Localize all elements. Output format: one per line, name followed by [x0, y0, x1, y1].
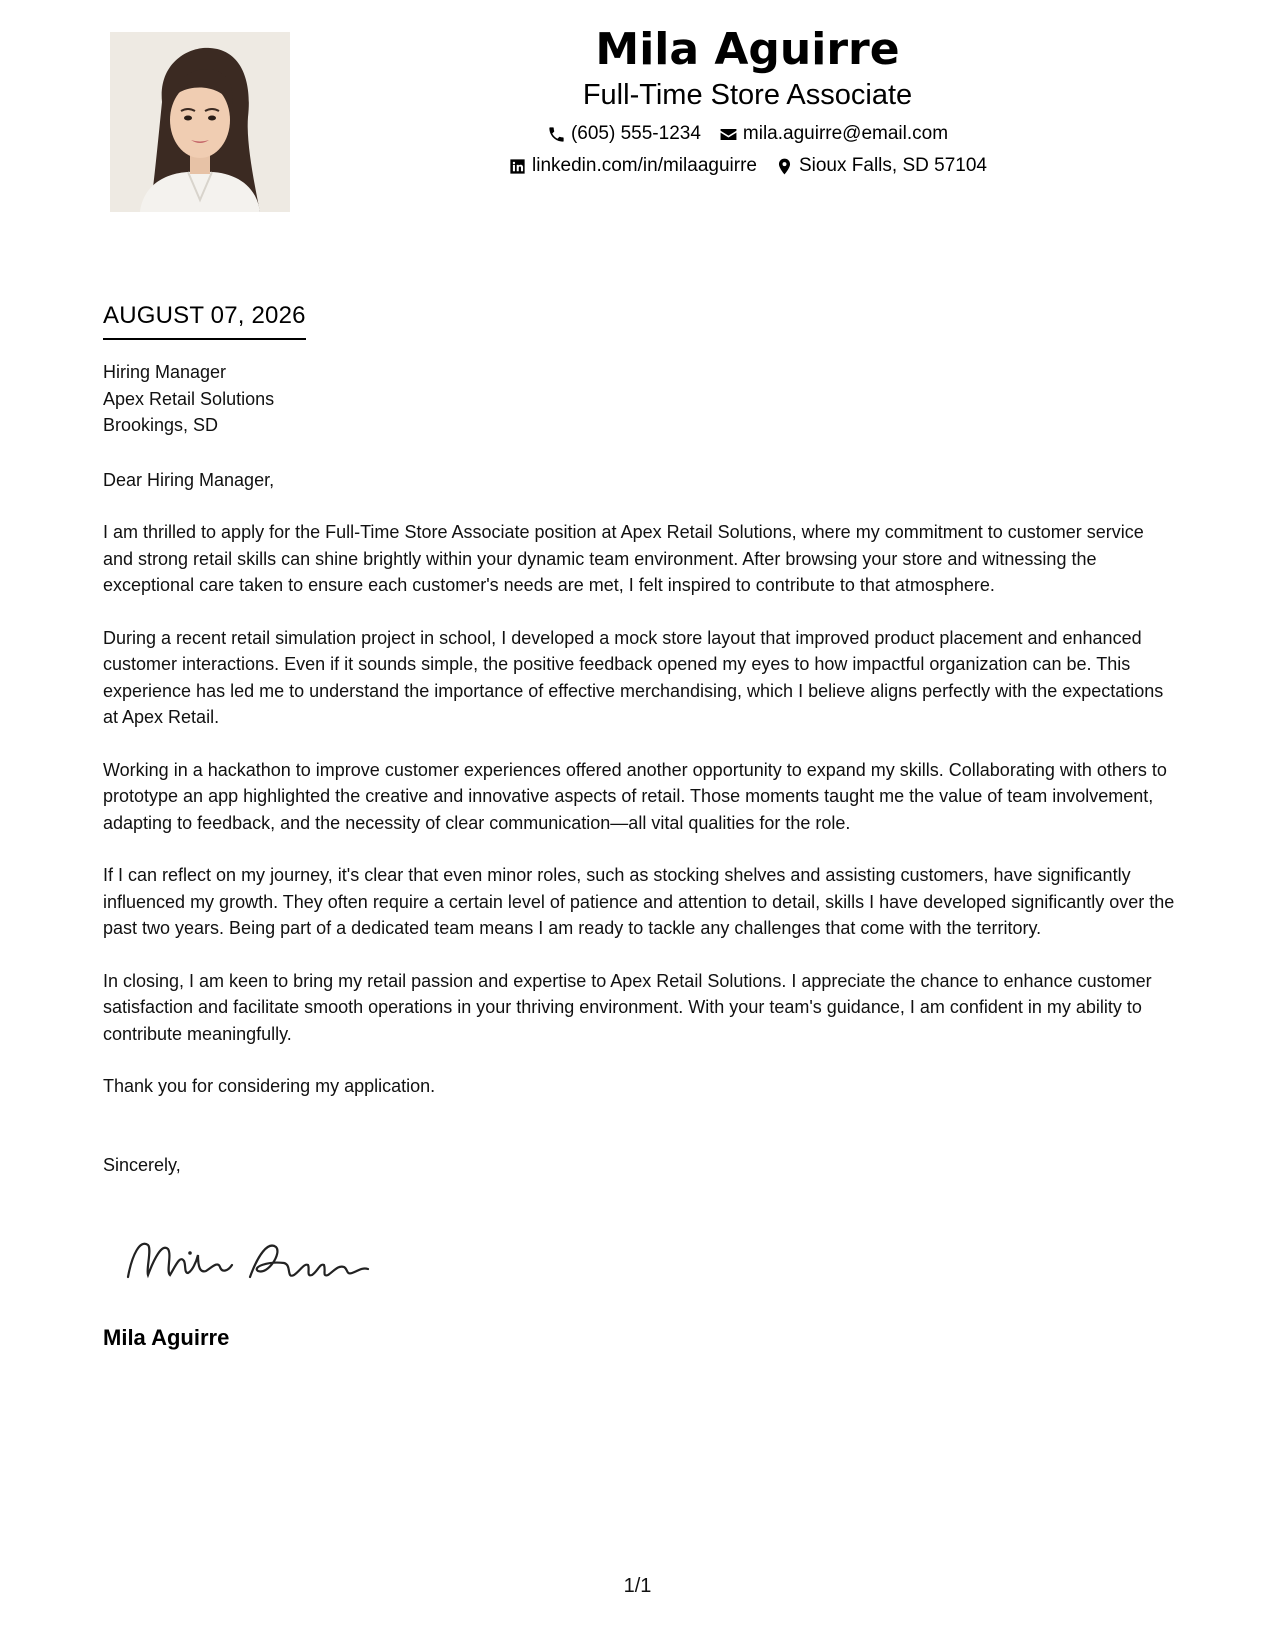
linkedin-text: linkedin.com/in/milaaguirre	[532, 155, 757, 176]
contact-email[interactable]	[719, 122, 948, 146]
recipient-line: Hiring Manager	[103, 362, 227, 382]
paragraph: Working in a hackathon to improve customer experiences offered another opportunity to expand my skills. Collaborating with others to prototype an app highlighted the creative and innovative aspects of retail. Those moments taught me the value of team involvement, adapting to feedback, and the necessity of clear communication—all vital qualities for the role.	[103, 759, 1167, 833]
greeting: Dear Hiring Manager,	[103, 469, 275, 490]
recipient-block	[103, 359, 1178, 439]
phone-text: (605) 555-1234	[570, 123, 701, 144]
contact-row-2	[290, 154, 1205, 178]
email-text: mila.aguirre@email.com	[742, 123, 949, 144]
paragraph: In closing, I am keen to bring my retail passion and expertise to Apex Retail Solutions. I appreciate the chance to enhance customer satisfaction and facilitate smooth operations in your thriving environment. With your team's guidance, I am confident in my ability to contribute meaningfully.	[103, 970, 1152, 1044]
job-title: Full-Time Store Associate	[582, 79, 913, 111]
contact-phone	[547, 122, 701, 146]
recipient-line: Apex Retail Solutions	[103, 388, 275, 409]
letter-date: AUGUST 07, 2026	[103, 300, 306, 340]
paragraph: If I can reflect on my journey, it's clear that even minor roles, such as stocking shelves and assisting customers, have significantly influenced my growth. They often require a certain level of patience and attention to detail, skills I have developed significantly over the past two years. Being part of a dedicated team means I am ready to tackle any challenges that come with the territory.	[103, 865, 1175, 938]
applicant-name: Mila Aguirre	[595, 24, 900, 75]
linkedin-icon	[508, 157, 527, 176]
letter-body	[103, 359, 1178, 1178]
handwritten-signature	[118, 1225, 378, 1295]
paragraph: I am thrilled to apply for the Full-Time Store Associate position at Apex Retail Solutions, where my commitment to customer service and strong retail skills can shine brightly within your dynamic team environment. After browsing your store and witnessing the exceptional care taken to ensure each customer's needs are met, I felt inspired to contribute to that atmosphere.	[103, 522, 1144, 595]
contact-row-1	[290, 122, 1205, 146]
closing: Sincerely,	[103, 1154, 181, 1175]
page-number: 1/1	[623, 1575, 652, 1597]
recipient-line: Brookings, SD	[103, 415, 219, 435]
contact-linkedin[interactable]	[508, 154, 757, 178]
contact-location	[775, 154, 987, 178]
signed-name: Mila Aguirre	[103, 1325, 230, 1350]
letter-header	[290, 22, 1205, 178]
map-marker-icon	[775, 157, 794, 176]
profile-photo	[110, 32, 290, 212]
location-text: Sioux Falls, SD 57104	[798, 155, 987, 176]
paragraph: During a recent retail simulation project in school, I developed a mock store layout that improved product placement and enhanced customer interactions. Even if it sounds simple, the positive feedback opened my eyes to how impactful organization can be. This experience has led me to understand the importance of effective merchandising, which I believe aligns perfectly with the expectations at Apex Retail.	[103, 627, 1164, 727]
envelope-icon	[719, 125, 738, 144]
paragraph: Thank you for considering my application.	[103, 1076, 436, 1096]
phone-icon	[547, 125, 566, 144]
